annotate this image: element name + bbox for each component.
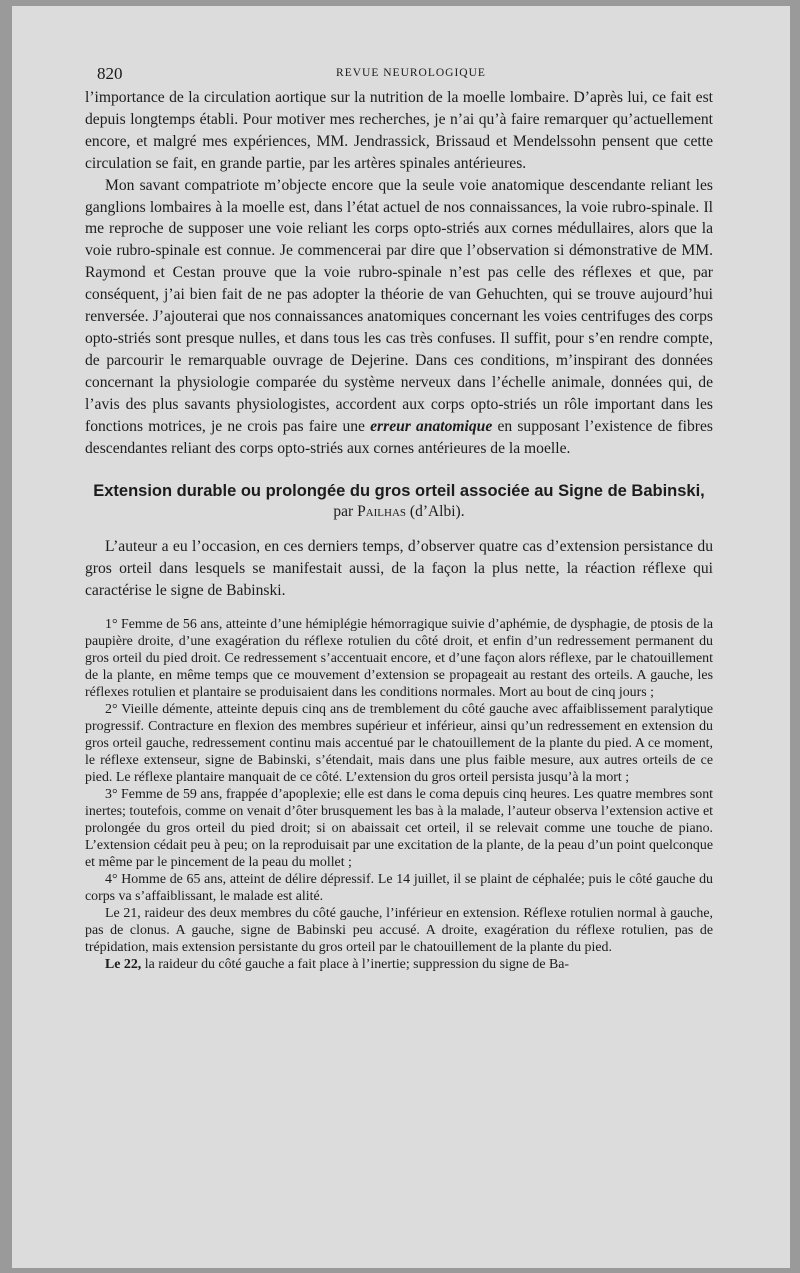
case-1: 1° Femme de 56 ans, atteinte d’une hémiplégie hémorragique suivie d’aphémie, de dysphagie, de ptosis de la paupière droite, d’une exagération du réflexe rotulien du côté droit, et enfin d’un redressement permanent du gros orteil du pied droit. Ce redressement s’accentuait encore, et d’une façon alors réflexe, par le chatouillement de la plante, en même temps que ce mouvement d’extension se propageait au restant des orteils. A gauche, les réflexes rotulien et plantaire se produisaient dans les conditions normales. Mort au bout de cinq jours ; <box>85 617 713 701</box>
paragraph-continuation: l’importance de la circulation aortique sur la nutrition de la moelle lombaire. D’après lui, ce fait est depuis longtemps établi. Pour motiver mes recherches, je n’ai qu’à faire remarquer qu’actuellement encore, et malgré mes expériences, MM. Jendrassick, Brissaud et Mendelssohn pensent que cette circulation se fait, en grande partie, par les artères spinales antérieures. <box>85 89 713 172</box>
article-intro: L’auteur a eu l’occasion, en ces derniers temps, d’observer quatre cas d’extension persistance du gros orteil dans lesquels se manifestait aussi, de la façon la plus nette, la réaction réflexe qui caractérise le signe de Babinski. <box>85 538 713 600</box>
article-byline <box>333 503 464 520</box>
case-4-day-22 <box>85 956 713 973</box>
case-4: 4° Homme de 65 ans, atteint de délire dépressif. Le 14 juillet, il se plaint de céphalée; puis le côté gauche du corps va s’affaiblissant, le malade est alité. <box>85 872 713 905</box>
day-22-text: la raideur du côté gauche a fait place à l’inertie; suppression du signe de Ba- <box>144 957 570 973</box>
article-title <box>85 481 713 522</box>
day-22-label: Le 22, <box>105 957 142 973</box>
author-name: Pailhas <box>357 503 407 521</box>
paragraph-rebuttal-end: en supposant l’existence de fibres descendantes reliant des corps opto-striés aux cornes antérieures de la moelle. <box>85 417 713 457</box>
byline-par: par <box>333 503 354 521</box>
page-body <box>85 87 713 973</box>
article-title-text: Extension durable ou prolongée du gros orteil associée au Signe de Babinski, <box>93 482 705 501</box>
paragraph-rebuttal <box>85 175 713 460</box>
italic-phrase: erreur anatomique <box>370 417 493 435</box>
case-3: 3° Femme de 59 ans, frappée d’apoplexie; elle est dans le coma depuis cinq heures. Les quatre membres sont inertes; toutefois, comme on venait d’ôter brusquement les bas à la malade, l’auteur observa l’extension active et prolongée du gros orteil du pied droit; si on abaissait cet orteil, il se relevait comme une touche de piano. L’extension cédait peu à peu; on la reproduisait par une excitation de la plante, de la peau d’un point quelconque et même par le pincement de la peau du mollet ; <box>85 787 713 871</box>
author-place: (d’Albi). <box>409 503 465 521</box>
page-number: 820 <box>97 64 123 83</box>
running-title: REVUE NEUROLOGIQUE <box>336 67 486 79</box>
paragraph-rebuttal-text: Mon savant compatriote m’objecte encore que la seule voie anatomique descendante reliant les ganglions lombaires à la moelle est, dans l’état actuel de nos connaissances, la voie rubro-spinale. Il me reproche de supposer une voie reliant les corps opto-striés aux cornes médullaires, alors que la voie rubro-spinale est connue. Je commencerai par dire que l’observation si démonstrative de MM. Raymond et Cestan prouve que la voie rubro-spinale n’est pas celle des réflexes et que, par conséquent, j’ai bien fait de ne pas adopter la théorie de van Gehuchten, qui se trouve aujourd’hui renversée. J’ajouterai que nos connaissances anatomiques concernant les voies centrifuges des corps opto-striés sont presque nulles, et dans tous les cas très confuses. Il suffit, pour s’en rendre compte, de parcourir le remarquable ouvrage de Dejerine. Dans ces conditions, m’inspirant des données concernant la physiologie comparée du système nerveux dans l’échelle animale, données qui, de l’avis des plus savants physiologistes, accordent aux corps opto-striés un rôle important dans les fonctions motrices, je ne crois pas faire une <box>85 176 713 435</box>
case-2: 2° Vieille démente, atteinte depuis cinq ans de tremblement du côté gauche avec affaiblissement paralytique progressif. Contracture en flexion des membres supérieur et inférieur, ainsi qu’un redressement en extension du gros orteil gauche, redressement continu mais accentué par le chatouillement de la plante du pied. A ce moment, le réflexe extenseur, signe de Babinski, s’étendait, mais dans une plus faible mesure, aux autres orteils de ce pied. Le réflexe plantaire manquait de ce côté. L’extension du gros orteil persista jusqu’à la mort ; <box>85 702 713 786</box>
case-4-day-21: Le 21, raideur des deux membres du côté gauche, l’inférieur en extension. Réflexe rotulien normal à gauche, pas de clonus. A gauche, signe de Babinski peu accusé. A droite, exagération du réflexe rotulien, pas de trépidation, mais extension persistante du gros orteil par le chatouillement de la plante du pied. <box>85 906 713 956</box>
page-header <box>97 64 725 86</box>
